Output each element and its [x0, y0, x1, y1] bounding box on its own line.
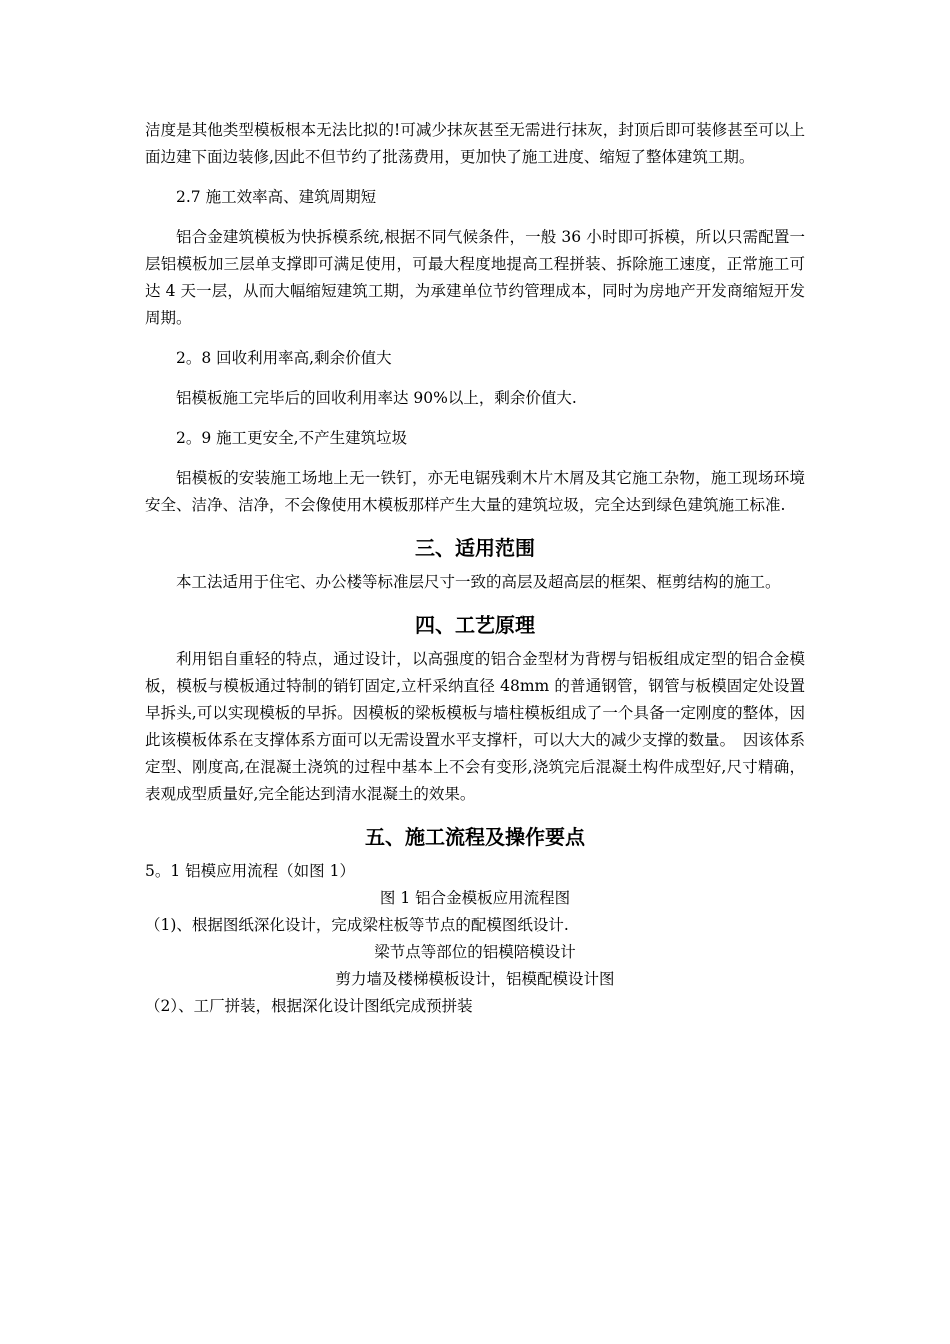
- subheading-5-1: 5。1 铝模应用流程（如图 1）: [145, 862, 355, 880]
- document-page: [145, 117, 805, 1020]
- paragraph-safety: 铝模板的安装施工场地上无一铁钉，亦无电锯残剩木片木屑及其它施工杂物，施工现场环境安全、洁净、洁净，不会像使用木模板那样产生大量的建筑垃圾，完全达到绿色建筑施工标准.: [145, 469, 805, 514]
- figure-caption: 图 1 铝合金模板应用流程图: [379, 889, 571, 907]
- section-heading-process: 五、施工流程及操作要点: [365, 825, 585, 849]
- paragraph-principle: 利用铝自重轻的特点，通过设计，以高强度的铝合金型材为背楞与铝板组成定型的铝合金模板，模板与模板通过特制的销钉固定,立杆采纳直径 48mm 的普通钢管，钢管与板模固定处设置早拆头,可以实现模板的早拆。因模板的梁板模板与墙柱模板组成了一个具备一定刚度的整体，因此该模板体系在支撑体系方面可以无需设置水平支撑杆，可以大大的减少支撑的数量。 因该体系定型、刚度高,在混凝土浇筑的过程中基本上不会有变形,浇筑完后混凝土构件成型好,尺寸精确，表观成型质量好,完全能达到清水混凝土的效果。: [145, 650, 805, 803]
- subheading-2-9: 2。9 施工更安全,不产生建筑垃圾: [176, 429, 408, 447]
- step-1: （1)、根据图纸深化设计，完成梁柱板等节点的配模图纸设计.: [145, 916, 569, 934]
- section-heading-scope: 三、适用范围: [415, 536, 535, 560]
- step-2: （2）、工厂拼装，根据深化设计图纸完成预拼装: [145, 997, 473, 1015]
- paragraph-efficiency: 铝合金建筑模板为快拆模系统,根据不同气候条件，一般 36 小时即可拆模，所以只需配置一层铝模板加三层单支撑即可满足使用，可最大程度地提高工程拼装、拆除施工速度，正常施工可达 4 天一层，从而大幅缩短建筑工期，为承建单位节约管理成本，同时为房地产开发商缩短开发周期。: [145, 228, 805, 327]
- subheading-2-8: 2。8 回收利用率高,剩余价值大: [176, 349, 392, 367]
- flow-box-beam-node: 梁节点等部位的铝模陪模设计: [374, 943, 576, 961]
- section-heading-principle: 四、工艺原理: [415, 613, 535, 637]
- flow-box-shear-wall: 剪力墙及楼梯模板设计，铝模配模设计图: [335, 970, 615, 988]
- paragraph-cleanliness: 洁度是其他类型模板根本无法比拟的!可减少抹灰甚至无需进行抹灰，封顶后即可装修甚至可以上面边建下面边装修,因此不但节约了批荡费用，更加快了施工进度、缩短了整体建筑工期。: [145, 121, 805, 166]
- paragraph-scope: 本工法适用于住宅、办公楼等标准层尺寸一致的高层及超高层的框架、框剪结构的施工。: [176, 573, 781, 591]
- subheading-2-7: 2.7 施工效率高、建筑周期短: [176, 188, 377, 206]
- paragraph-recycling: 铝模板施工完毕后的回收利用率达 90%以上，剩余价值大.: [176, 389, 577, 407]
